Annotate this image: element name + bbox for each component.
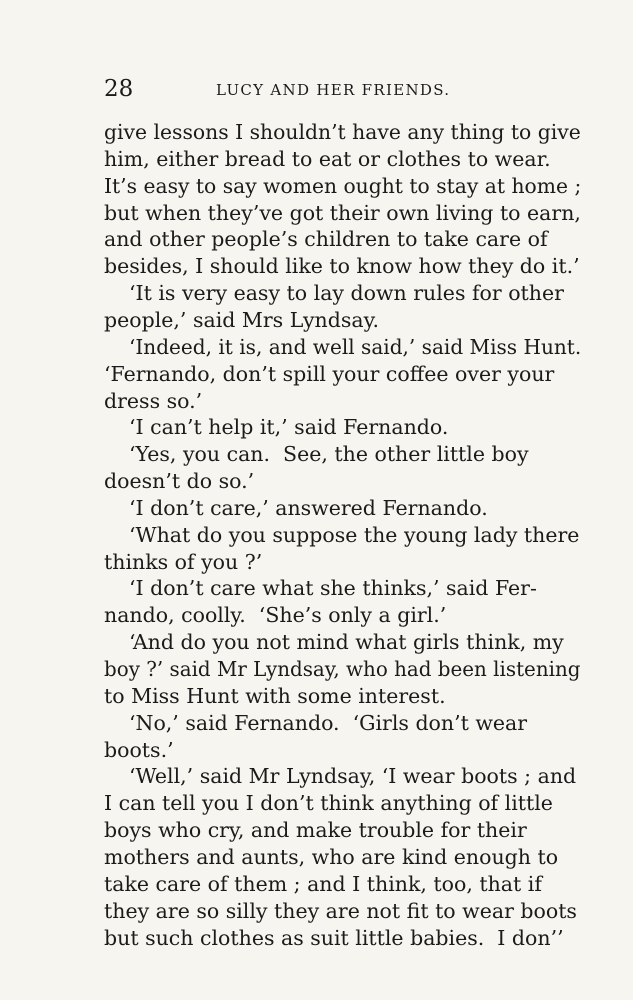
text-line: It’s easy to say women ought to stay at home ; bbox=[104, 173, 582, 198]
text-line: they are so silly they are not fit to wear boots bbox=[104, 898, 577, 923]
text-line: boys who cry, and make trouble for their bbox=[104, 818, 527, 843]
text-line: I can tell you I don’t think anything of little bbox=[104, 791, 553, 816]
text-line: thinks of you ?’ bbox=[104, 549, 263, 574]
text-line: mothers and aunts, who are kind enough to bbox=[104, 844, 559, 869]
text-line: ‘And do you not mind what girls think, my bbox=[129, 630, 564, 655]
text-line: ‘I don’t care what she thinks,’ said Fer- bbox=[129, 576, 537, 601]
text-line: nando, coolly. ‘She’s only a girl.’ bbox=[104, 603, 447, 628]
text-line: boy ?’ said Mr Lyndsay, who had been listening bbox=[104, 657, 581, 681]
running-title: LUCY AND HER FRIENDS. bbox=[216, 81, 451, 99]
text-line: take care of them ; and I think, too, that if bbox=[104, 871, 542, 896]
text-line: ‘I don’t care,’ answered Fernando. bbox=[129, 495, 488, 520]
text-line: ‘Fernando, don’t spill your coffee over your bbox=[104, 361, 555, 386]
page-number: 28 bbox=[104, 76, 134, 102]
text-line: besides, I should like to know how they do it.’ bbox=[104, 254, 580, 279]
text-line: doesn’t do so.’ bbox=[104, 469, 255, 494]
text-line: ‘Indeed, it is, and well said,’ said Miss Hunt. bbox=[129, 334, 582, 359]
text-line: but such clothes as suit little babies. I don’’ bbox=[104, 925, 564, 950]
text-line: ‘I can’t help it,’ said Fernando. bbox=[129, 415, 449, 440]
text-line: ‘It is very easy to lay down rules for other bbox=[129, 281, 564, 306]
text-line: people,’ said Mrs Lyndsay. bbox=[104, 307, 379, 332]
text-line: but when they’ve got their own living to earn, bbox=[104, 200, 581, 225]
text-line: ‘Well,’ said Mr Lyndsay, ‘I wear boots ; and bbox=[129, 764, 577, 789]
text-line: ‘No,’ said Fernando. ‘Girls don’t wear bbox=[129, 710, 528, 735]
text-line: ‘What do you suppose the young lady there bbox=[129, 522, 580, 547]
text-line: boots.’ bbox=[104, 737, 174, 762]
text-line: dress so.’ bbox=[104, 388, 203, 413]
text-line: ‘Yes, you can. See, the other little boy bbox=[129, 442, 529, 467]
text-line: give lessons I shouldn’t have any thing to give bbox=[104, 120, 581, 144]
text-line: him, either bread to eat or clothes to wear. bbox=[104, 146, 551, 171]
text-line: to Miss Hunt with some interest. bbox=[104, 683, 446, 708]
text-line: and other people’s children to take care of bbox=[104, 227, 548, 252]
running-head bbox=[104, 76, 584, 102]
